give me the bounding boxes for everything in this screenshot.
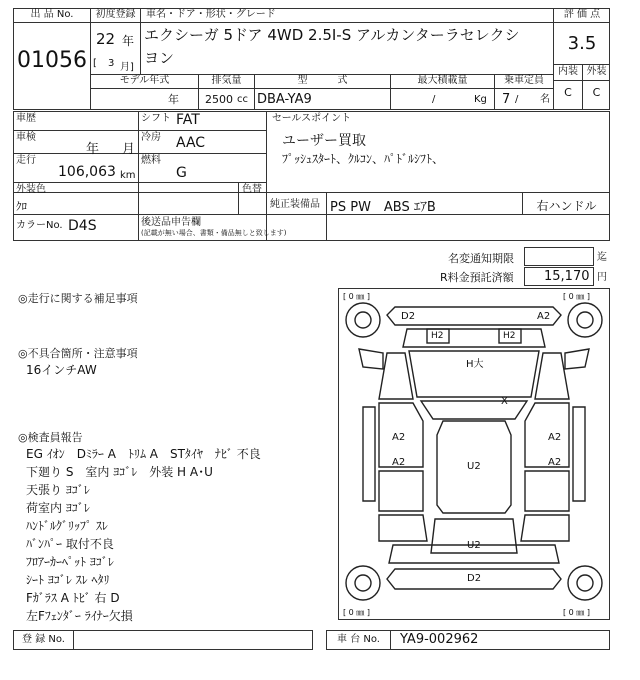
mark-headlight-left: H2 (431, 331, 444, 341)
ext-color-label: 外装色 (16, 184, 46, 195)
exterior-label: 外装 (586, 66, 607, 77)
mark-headlight-right: H2 (503, 331, 516, 341)
chassis-no-label: 車 台 No. (337, 634, 380, 645)
tire-depth-rear-right: [ 0 ㎜ ] (563, 608, 590, 617)
displacement-label: 排気量 (211, 75, 242, 86)
sales-point-label: セールスポイント (272, 113, 352, 124)
mark-rear-bumper: D2 (467, 573, 482, 584)
max-load-unit: Kg (474, 94, 487, 105)
mark-front-bumper-right: A2 (537, 311, 551, 322)
docs-note: (記載が無い場合、書類・備品無しと致します) (141, 229, 287, 237)
mark-roof: U2 (467, 461, 481, 472)
capacity-slash: / (515, 94, 519, 105)
car-name-line1: エクシーガ 5ドア 4WD 2.5I-S アルカンターラセレクシ (144, 26, 520, 44)
recycle-fee-label: R料金預託済額 (440, 271, 514, 284)
exterior-grade: C (592, 86, 601, 99)
registration-month-unit: 月] (120, 62, 134, 73)
grade-value: 3.5 (567, 33, 597, 54)
lot-no-label: 出 品 No. (30, 9, 74, 20)
inspector-line: ﾊﾞﾝﾊﾟｰ 取付不良 (26, 537, 114, 551)
shift-value: FAT (176, 112, 200, 128)
car-name-line2: ヨン (144, 49, 175, 67)
transfer-deadline-box (524, 247, 594, 266)
ac-label: 冷房 (141, 132, 161, 143)
inspector-line: ｼｰﾄ ﾖｺﾞﾚ ｽﾚ ﾍﾀﾘ (26, 573, 110, 587)
ac-value: AAC (176, 135, 206, 151)
capacity-value: 7 (502, 92, 511, 107)
tire-depth-front-right: [ 0 ㎜ ] (563, 292, 590, 301)
inspector-line: ﾊﾝﾄﾞﾙｸﾞﾘｯﾌﾟ ｽﾚ (26, 519, 108, 533)
mark-front-bumper-left: D2 (401, 311, 416, 322)
sales-point-line1: ユーザー買取 (282, 133, 366, 149)
color-change-label: 色替 (242, 184, 262, 195)
inspector-line: 天張り ﾖｺﾞﾚ (26, 483, 90, 497)
mark-hood: H大 (466, 359, 484, 370)
recycle-fee-value: 15,170 (544, 269, 590, 284)
grade-label: 評 価 点 (563, 9, 601, 20)
recycle-fee-unit: 円 (597, 272, 607, 283)
displacement-value: 2500 (205, 93, 233, 106)
mileage-label: 走行 (16, 155, 36, 166)
inspector-report-label: ◎検査員報告 (18, 431, 83, 444)
inspection-month-unit: 月 (122, 142, 136, 157)
model-type-value: DBA-YA9 (257, 92, 312, 107)
car-name-label: 車名・ドア・形状・グレード (146, 9, 276, 20)
defects-label: ◎不具合箇所・注意事項 (18, 347, 138, 360)
capacity-label: 乗車定員 (504, 75, 544, 86)
equipment-label: 純正装備品 (270, 199, 320, 210)
car-diagram (338, 288, 610, 620)
inspector-line: Fｶﾞﾗｽ A ﾄﾋﾞ 右 D (26, 591, 120, 605)
transfer-deadline-label: 名変通知期限 (448, 252, 514, 265)
color-no-label: カラーNo. (16, 220, 63, 231)
inspector-line: 荷室内 ﾖｺﾞﾚ (26, 501, 90, 515)
running-notes-label: ◎走行に関する補足事項 (18, 292, 138, 305)
color-no-value: D4S (68, 218, 97, 234)
sales-point-line2: ﾌﾟｯｼｭｽﾀｰﾄ、ｸﾙｺﾝ、ﾊﾟﾄﾞﾙｼﾌﾄ、 (282, 152, 445, 166)
defect-item: 16インチAW (26, 363, 97, 377)
registration-month: 3 (108, 58, 115, 69)
docs-label: 後送品申告欄 (141, 217, 201, 228)
history-label: 車歴 (16, 113, 36, 124)
capacity-unit: 名 (540, 94, 550, 105)
fuel-value: G (176, 165, 187, 181)
mileage-unit: km (120, 170, 136, 181)
mark-rear-door-left: A2 (392, 457, 406, 468)
model-year-label: モデル年式 (119, 75, 170, 86)
registration-month-open: [ (93, 58, 97, 69)
mileage-value: 106,063 (58, 164, 116, 180)
first-registration-label: 初度登録 (95, 9, 136, 20)
fuel-label: 燃料 (141, 155, 161, 166)
inspection-label: 車検 (16, 132, 36, 143)
equipment-items: PS PW ABS ｴｱB (330, 200, 436, 215)
max-load-label: 最大積載量 (417, 75, 468, 86)
registration-no-label: 登 録 No. (22, 634, 65, 645)
chassis-no-value: YA9-002962 (400, 632, 479, 647)
inspector-line: 左Fﾌｪﾝﾀﾞｰ ﾗｲﾅｰ欠損 (26, 609, 133, 623)
ext-color-value: ｸﾛ (16, 200, 27, 213)
tire-depth-rear-left: [ 0 ㎜ ] (343, 608, 370, 617)
model-year-unit: 年 (168, 93, 179, 106)
lot-no: 01056 (17, 48, 87, 73)
steering-side: 右ハンドル (536, 199, 597, 213)
mark-front-door-left: A2 (392, 432, 406, 443)
inspector-line: EG ｲｵﾝ Dﾐﾗｰ A ﾄﾘﾑ A STﾀｲﾔ ﾅﾋﾞ 不良 (26, 447, 261, 461)
tire-depth-front-left: [ 0 ㎜ ] (343, 292, 370, 301)
mark-windshield: X (501, 396, 508, 407)
registration-year-unit: 年 (122, 34, 135, 48)
mark-rear-door-right: A2 (548, 457, 562, 468)
car-outline-drawing (339, 289, 609, 619)
displacement-unit: cc (237, 94, 248, 105)
inspection-year-unit: 年 (86, 142, 100, 157)
shift-label: シフト (141, 113, 171, 124)
inspector-line: 下廻り S 室内 ﾖｺﾞﾚ 外装 H A･U (26, 465, 213, 479)
interior-label: 内装 (558, 66, 578, 77)
mark-rear-gate: U2 (467, 540, 481, 551)
mark-front-door-right: A2 (548, 432, 562, 443)
interior-grade: C (564, 86, 572, 99)
transfer-deadline-unit: 迄 (597, 252, 607, 263)
model-type-label: 型 式 (297, 75, 348, 86)
inspector-line: ﾌﾛｱｰｶｰﾍﾟｯﾄ ﾖｺﾞﾚ (26, 555, 114, 569)
max-load-slash: / (432, 94, 436, 105)
registration-year: 22 (96, 30, 116, 48)
